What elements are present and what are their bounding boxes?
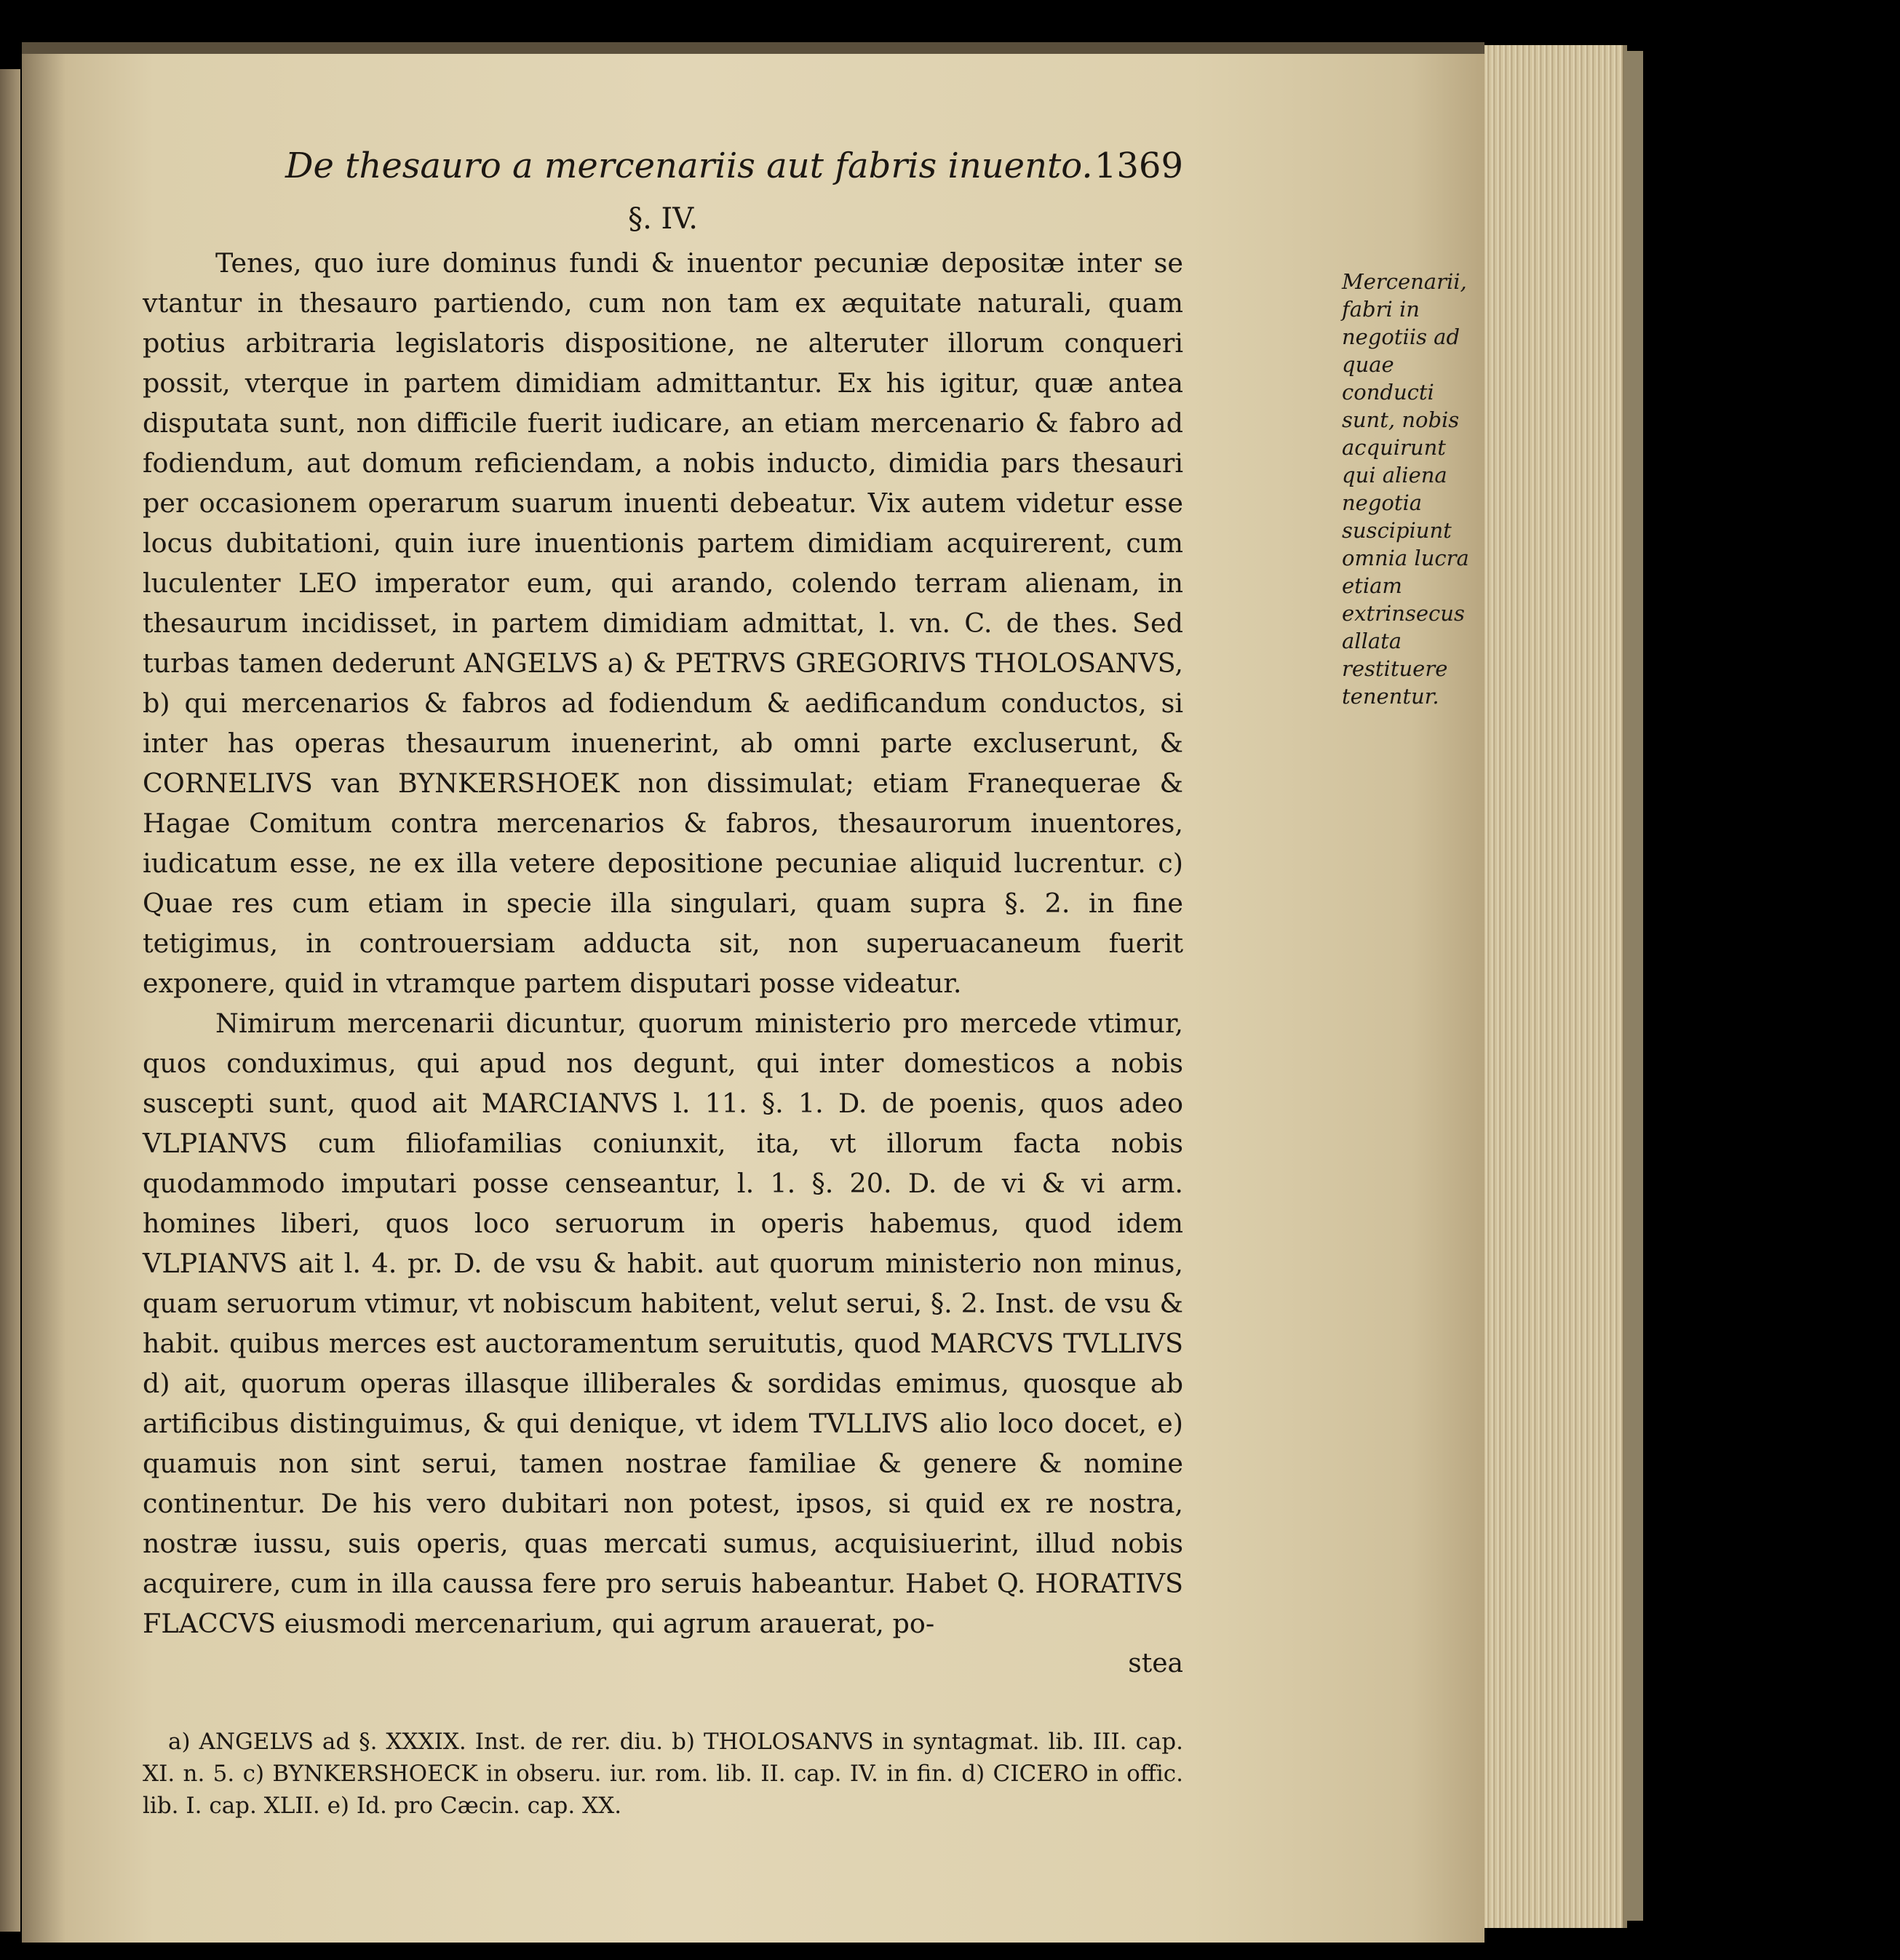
running-head: De thesauro a mercenariis aut fabris inuento. bbox=[285, 146, 1093, 186]
page-number: 1369 bbox=[1094, 146, 1183, 186]
page-edges bbox=[1484, 45, 1627, 1928]
marginal-note-text: Mercenarii, fabri in negotiis ad quae conducti sunt, nobis acquirunt qui aliena negotia suscipiunt omnia lucra etiam extrinsecus allata restituere tenentur. bbox=[1342, 269, 1469, 709]
footnote: a) ANGELVS ad §. XXXIX. Inst. de rer. diu. b) THOLOSANVS in syntagmat. lib. III. cap. XI. n. 5. c) BYNKERSHOECK in obseru. iur. rom. lib. II. cap. IV. in fin. d) CICERO in offic. lib. I. cap. XLII. e) Id. pro Cæcin. cap. XX. bbox=[143, 1729, 1183, 1819]
body-text bbox=[143, 243, 1183, 1644]
marginal-note bbox=[1342, 268, 1471, 710]
paragraph: Tenes, quo iure dominus fundi & inuentor pecuniæ depositæ inter se vtantur in thesauro partiendo, cum non tam ex æquitate naturali, quam potius arbitraria legislatoris dispositione, ne alteruter illorum conqueri possit, vterque in partem dimidiam admittantur. Ex his igitur, quæ antea disputata sunt, non difficile fuerit iudicare, an etiam mercenario & fabro ad fodiendum, aut domum reficiendam, a nobis inducto, dimidia pars thesauri per occasionem operarum suarum inuenti debeatur. Vix autem videtur esse locus dubitationi, quin iure inuentionis partem dimidiam acquirerent, cum luculenter LEO imperator eum, qui arando, colendo terram alienam, in thesaurum incidisset, in partem dimidiam admittat, l. vn. C. de thes. Sed turbas tamen dederunt ANGELVS a) & PETRVS GREGORIVS THOLOSANVS, b) qui mercenarios & fabros ad fodiendum & aedificandum conductos, si inter has operas thesaurum inuenerint, ab omni parte excluserunt, & CORNELIVS van BYNKERSHOEK non dissimulat; etiam Franequerae & Hagae Comitum contra mercenarios & fabros, thesaurorum inuentores, iudicatum esse, ne ex illa vetere depositione pecuniae aliquid lucrentur. c) Quae res cum etiam in specie illa singulari, quam supra §. 2. in fine tetigimus, in controuersiam adducta sit, non superuacaneum fuerit exponere, quid in vtramque partem disputari posse videatur. bbox=[143, 247, 1183, 999]
page-header bbox=[143, 146, 1183, 196]
page-content bbox=[143, 146, 1183, 1822]
catchword: stea bbox=[1128, 1649, 1183, 1678]
footnotes bbox=[143, 1726, 1183, 1822]
facing-page-edge bbox=[0, 69, 20, 1932]
book-cover-edge bbox=[1624, 51, 1643, 1921]
paragraph: Nimirum mercenarii dicuntur, quorum ministerio pro mercede vtimur, quos conduximus, qui apud nos degunt, qui inter domesticos a nobis suscepti sunt, quod ait MARCIANVS l. 11. §. 1. D. de poenis, quos adeo VLPIANVS cum filiofamilias coniunxit, ita, vt illorum facta nobis quodammodo imputari posse censeantur, l. 1. §. 20. D. de vi & vi arm. homines liberi, quos loco seruorum in operis habemus, quod idem VLPIANVS ait l. 4. pr. D. de vsu & habit. aut quorum ministerio non minus, quam seruorum vtimur, vt nobiscum habitent, velut serui, §. 2. Inst. de vsu & habit. quibus merces est auctoramentum seruitutis, quod MARCVS TVLLIVS d) ait, quorum operas illasque illiberales & sordidas emimus, quosque ab artificibus distinguimus, & qui denique, vt idem TVLLIVS alio loco docet, e) quamuis non sint serui, tamen nostrae familiae & genere & nomine continentur. De his vero dubitari non potest, ipsos, si quid ex re nostra, nostræ iussu, suis operis, quas mercati sumus, acquisiuerint, illud nobis acquirere, cum in illa caussa fere pro seruis habeantur. Habet Q. HORATIVS FLACCVS eiusmodi mercenarium, qui agrum arauerat, po- bbox=[143, 1008, 1183, 1639]
section-heading: §. IV. bbox=[628, 202, 698, 236]
